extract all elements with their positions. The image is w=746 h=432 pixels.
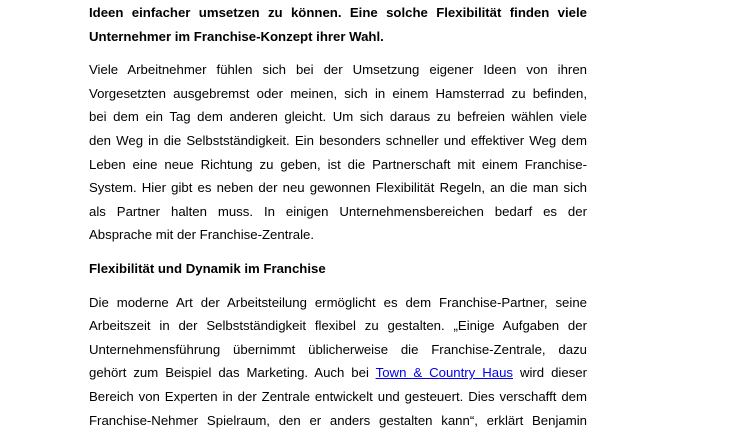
paragraph-line: Franchise-Nehmer Spielraum, den er anders gestalten kann“, erklärt Benjamin (89, 409, 587, 432)
paragraph-line: Leben eine neue Richtung zu geben, ist die Partnerschaft mit einem Franchise- (89, 153, 587, 177)
paragraph-line: Viele Arbeitnehmer fühlen sich bei der Umsetzung eigener Ideen von ihren (89, 58, 587, 82)
paragraph-2 (89, 291, 587, 432)
paragraph-line: Arbeitszeit in der Selbstständigkeit flexibel zu gestalten. „Einige Aufgaben der (89, 314, 587, 338)
section-heading: Flexibilität und Dynamik im Franchise (89, 257, 587, 281)
paragraph-line: Bereich von Experten in der Zentrale entwickelt und gesteuert. Dies verschafft dem (89, 385, 587, 409)
link-line-before: gehört zum Beispiel das Marketing. Auch bei (89, 365, 376, 380)
paragraph-1 (89, 58, 587, 247)
paragraph-line: als Partner halten muss. In einigen Unternehmensbereichen bedarf es der (89, 200, 587, 224)
paragraph-line: bei dem ein Tag dem anderen gleicht. Um sich daraus zu befreien wählen viele (89, 105, 587, 129)
link-line-after: wird dieser (513, 365, 587, 380)
paragraph-line: System. Hier gibt es neben der neu gewonnen Flexibilität Regeln, an die man sich (89, 176, 587, 200)
town-country-haus-link[interactable]: Town & Country Haus (376, 365, 513, 380)
intro-line: Unternehmer im Franchise-Konzept ihrer Wahl. (89, 25, 587, 49)
intro-paragraph (89, 1, 587, 48)
paragraph-line: Absprache mit der Franchise-Zentrale. (89, 223, 587, 247)
paragraph-line-with-link (89, 361, 587, 385)
paragraph-line: Unternehmensführung übernimmt üblicherweise die Franchise-Zentrale, dazu (89, 338, 587, 362)
paragraph-line: den Weg in die Selbstständigkeit. Ein besonders schneller und effektiver Weg dem (89, 129, 587, 153)
intro-line: Ideen einfacher umsetzen zu können. Eine solche Flexibilität finden viele (89, 1, 587, 25)
paragraph-line: Die moderne Art der Arbeitsteilung ermöglicht es dem Franchise-Partner, seine (89, 291, 587, 315)
document-body (89, 0, 587, 432)
paragraph-line: Vorgesetzten ausgebremst oder meinen, sich in einem Hamsterrad zu befinden, (89, 82, 587, 106)
